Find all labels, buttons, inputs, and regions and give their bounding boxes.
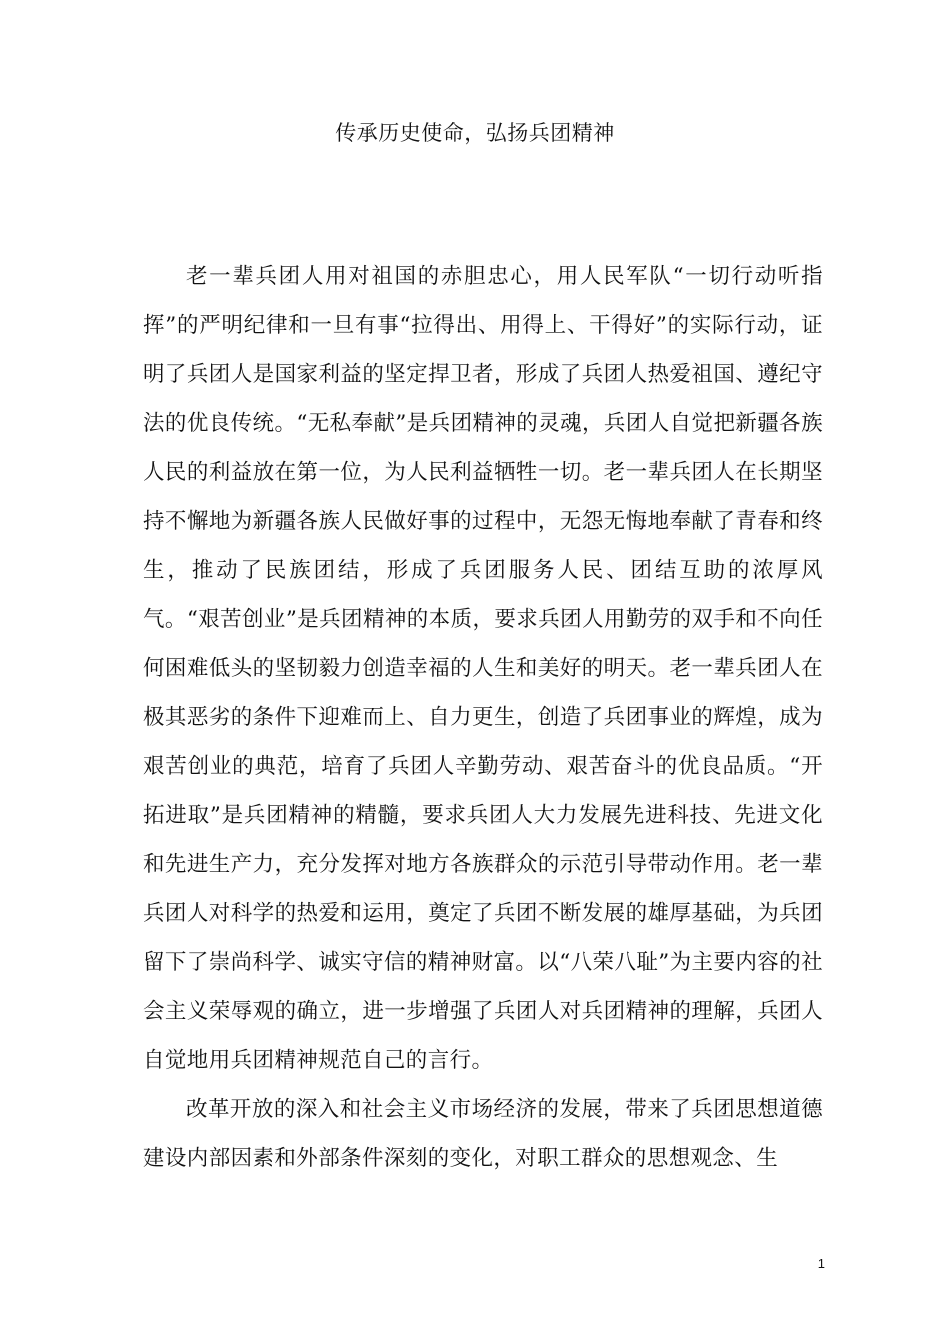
document-body (143, 252, 823, 1183)
paragraph-1: 老一辈兵团人用对祖国的赤胆忠心，用人民军队“一切行动听指挥”的严明纪律和一旦有事“拉得出、用得上、干得好”的实际行动，证明了兵团人是国家利益的坚定捍卫者，形成了兵团人热爱祖国、遵纪守法的优良传统。“无私奉献”是兵团精神的灵魂，兵团人自觉把新疆各族人民的利益放在第一位，为人民利益牺牲一切。老一辈兵团人在长期坚持不懈地为新疆各族人民做好事的过程中，无怨无悔地奉献了青春和终生，推动了民族团结，形成了兵团服务人民、团结互助的浓厚风气。“艰苦创业”是兵团精神的本质，要求兵团人用勤劳的双手和不向任何困难低头的坚韧毅力创造幸福的人生和美好的明天。老一辈兵团人在极其恶劣的条件下迎难而上、自力更生，创造了兵团事业的辉煌，成为艰苦创业的典范，培育了兵团人辛勤劳动、艰苦奋斗的优良品质。“开拓进取”是兵团精神的精髓，要求兵团人大力发展先进科技、先进文化和先进生产力，充分发挥对地方各族群众的示范引导带动作用。老一辈兵团人对科学的热爱和运用，奠定了兵团不断发展的雄厚基础，为兵团留下了崇尚科学、诚实守信的精神财富。以“八荣八耻”为主要内容的社会主义荣辱观的确立，进一步增强了兵团人对兵团精神的理解，兵团人自觉地用兵团精神规范自己的言行。 (143, 264, 823, 1073)
document-title: 传承历史使命，弘扬兵团精神 (335, 121, 615, 145)
page-number: 1 (817, 1256, 825, 1271)
paragraph-2: 改革开放的深入和社会主义市场经济的发展，带来了兵团思想道德建设内部因素和外部条件深刻的变化，对职工群众的思想观念、生 (143, 1097, 823, 1171)
